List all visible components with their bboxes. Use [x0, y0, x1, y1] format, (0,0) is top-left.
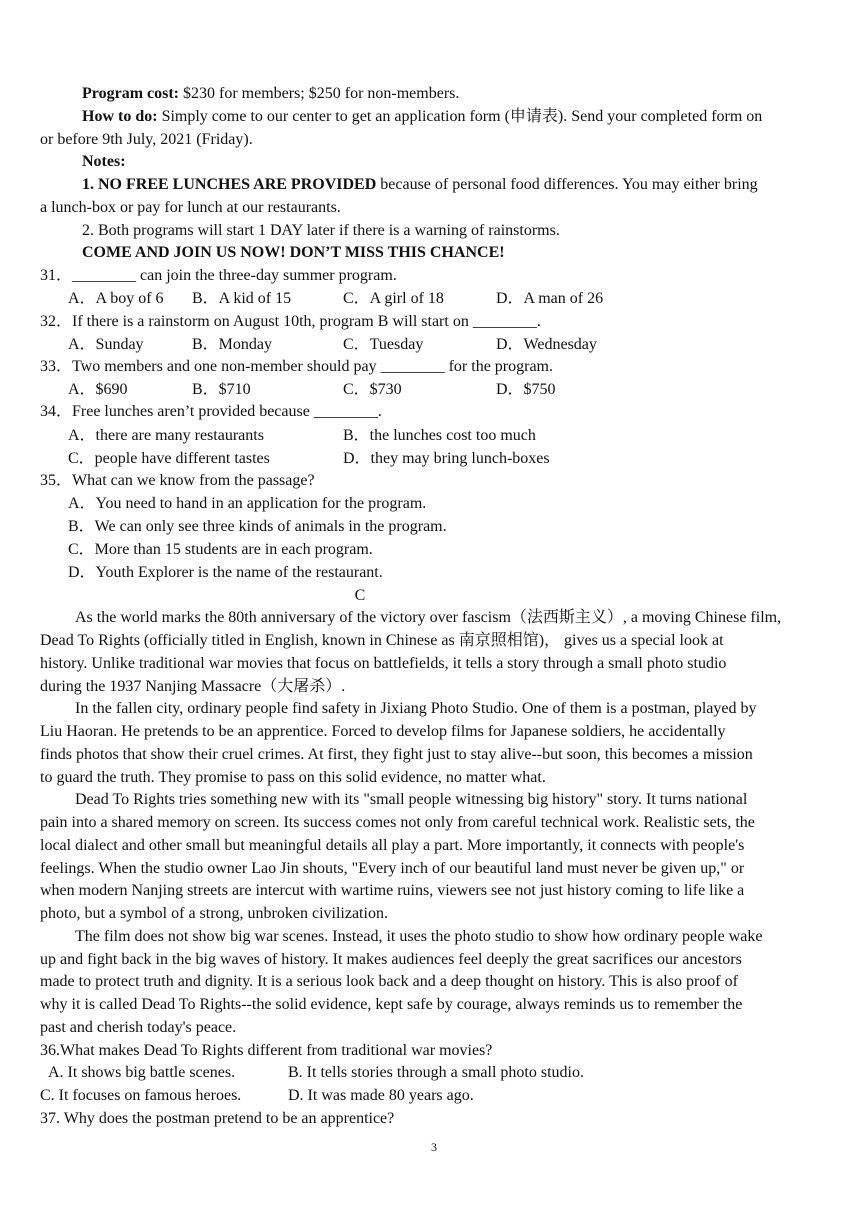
q34-option-d: D．they may bring lunch-boxes	[343, 450, 550, 467]
q33-option-c: C．$730	[343, 381, 402, 398]
passage-c-line: pain into a shared memory on screen. Its success comes not only from careful technical work. Realistic sets, the	[40, 814, 755, 831]
q31-option-d: D．A man of 26	[496, 290, 604, 307]
passage-c-line: when modern Nanjing streets are intercut with wartime ruins, viewers see not just history coming to life like a	[40, 882, 745, 899]
question-37-stem: 37. Why does the postman pretend to be an apprentice?	[40, 1110, 395, 1127]
how-to-line	[82, 107, 762, 127]
question-36-stem: 36.What makes Dead To Rights different from traditional war movies?	[40, 1042, 493, 1059]
note-1-line	[82, 175, 758, 195]
passage-c-line: to guard the truth. They promise to pass on this solid evidence, no matter what.	[40, 769, 546, 786]
q34-option-c: C．people have different tastes	[68, 450, 270, 467]
passage-c-line: history. Unlike traditional war movies that focus on battlefields, it tells a story through a small photo studio	[40, 655, 727, 672]
program-cost-label: Program cost:	[82, 85, 179, 102]
passage-c-line: local dialect and other small but meaningful details all play a part. More importantly, it connects with people's	[40, 837, 745, 854]
passage-c-line: up and fight back in the big waves of history. It makes audiences feel deeply the great sacrifices our ancestors	[40, 951, 742, 968]
program-cost-text: $230 for members; $250 for non-members.	[179, 85, 460, 102]
passage-c-line: Liu Haoran. He pretends to be an apprentice. Forced to develop films for Japanese soldiers, he accidentally	[40, 723, 726, 740]
q36-option-a: A. It shows big battle scenes.	[48, 1064, 236, 1081]
q31-option-a: A．A boy of 6	[68, 290, 164, 307]
passage-c-line: Dead To Rights tries something new with its "small people witnessing big history" story. It turns national	[75, 791, 748, 808]
passage-c-line: finds photos that show their cruel crimes. At first, they fight just to stay alive--but soon, this becomes a mission	[40, 746, 753, 763]
call-to-action: COME AND JOIN US NOW! DON’T MISS THIS CHANCE!	[82, 244, 505, 261]
q33-option-b: B．$710	[192, 381, 251, 398]
passage-c-line: photo, but a symbol of a strong, unbroken civilization.	[40, 905, 388, 922]
q31-option-c: C．A girl of 18	[343, 290, 444, 307]
q36-option-b: B. It tells stories through a small photo studio.	[288, 1064, 584, 1081]
section-c-heading: C	[354, 587, 366, 604]
page-number: 3	[431, 1140, 437, 1154]
note-2-text: 2. Both programs will start 1 DAY later if there is a warning of rainstorms.	[82, 222, 560, 239]
q34-option-a: A．there are many restaurants	[68, 427, 264, 444]
passage-c-line: feelings. When the studio owner Lao Jin shouts, "Every inch of our beautiful land must never be given up," or	[40, 860, 745, 877]
q35-option-a: A．You need to hand in an application for the program.	[68, 495, 427, 512]
q36-option-d: D. It was made 80 years ago.	[288, 1087, 474, 1104]
q33-option-d: D．$750	[496, 381, 556, 398]
note-1-bold: 1. NO FREE LUNCHES ARE PROVIDED	[82, 176, 377, 193]
passage-c-line: The film does not show big war scenes. Instead, it uses the photo studio to show how ordinary people wake	[75, 928, 763, 945]
note-1-text-2: a lunch-box or pay for lunch at our restaurants.	[40, 199, 341, 216]
note-1-text-1: because of personal food differences. You may either bring	[376, 176, 758, 193]
question-32-stem: 32．If there is a rainstorm on August 10th, program B will start on ________.	[40, 313, 541, 330]
question-33-stem: 33．Two members and one non-member should pay ________ for the program.	[40, 358, 553, 375]
program-cost-line	[82, 84, 459, 104]
question-35-stem: 35．What can we know from the passage?	[40, 472, 315, 489]
q32-option-c: C．Tuesday	[343, 336, 424, 353]
q35-option-c: C．More than 15 students are in each program.	[68, 541, 373, 558]
question-31-stem: 31．________ can join the three-day summer program.	[40, 267, 397, 284]
q32-option-b: B．Monday	[192, 336, 273, 353]
q34-option-b: B．the lunches cost too much	[343, 427, 536, 444]
q32-option-d: D．Wednesday	[496, 336, 597, 353]
q35-option-b: B．We can only see three kinds of animals in the program.	[68, 518, 447, 535]
passage-c-line: past and cherish today's peace.	[40, 1019, 237, 1036]
passage-c-line: Dead To Rights (officially titled in English, known in Chinese as 南京照相馆)， gives us a special look at	[40, 632, 724, 649]
passage-c-line: why it is called Dead To Rights--the solid evidence, kept safe by courage, always reminds us to remember the	[40, 996, 743, 1013]
q32-option-a: A．Sunday	[68, 336, 144, 353]
notes-label: Notes:	[82, 153, 126, 170]
q36-option-c: C. It focuses on famous heroes.	[40, 1087, 242, 1104]
passage-c-line: made to protect truth and dignity. It is a serious look back and a deep thought on history. This is also proof of	[40, 973, 738, 990]
how-to-text-1: Simply come to our center to get an application form (申请表). Send your completed form on	[157, 108, 763, 125]
how-to-text-2: or before 9th July, 2021 (Friday).	[40, 131, 253, 148]
passage-c-line: during the 1937 Nanjing Massacre（大屠杀）.	[40, 678, 346, 695]
q31-option-b: B．A kid of 15	[192, 290, 292, 307]
question-34-stem: 34．Free lunches aren’t provided because ________.	[40, 403, 382, 420]
q35-option-d: D．Youth Explorer is the name of the restaurant.	[68, 564, 383, 581]
passage-c-line: As the world marks the 80th anniversary of the victory over fascism（法西斯主义）, a moving Chinese film,	[75, 609, 782, 626]
passage-c-line: In the fallen city, ordinary people find safety in Jixiang Photo Studio. One of them is a postman, played by	[75, 700, 757, 717]
q33-option-a: A．$690	[68, 381, 128, 398]
how-to-label: How to do:	[82, 108, 158, 125]
